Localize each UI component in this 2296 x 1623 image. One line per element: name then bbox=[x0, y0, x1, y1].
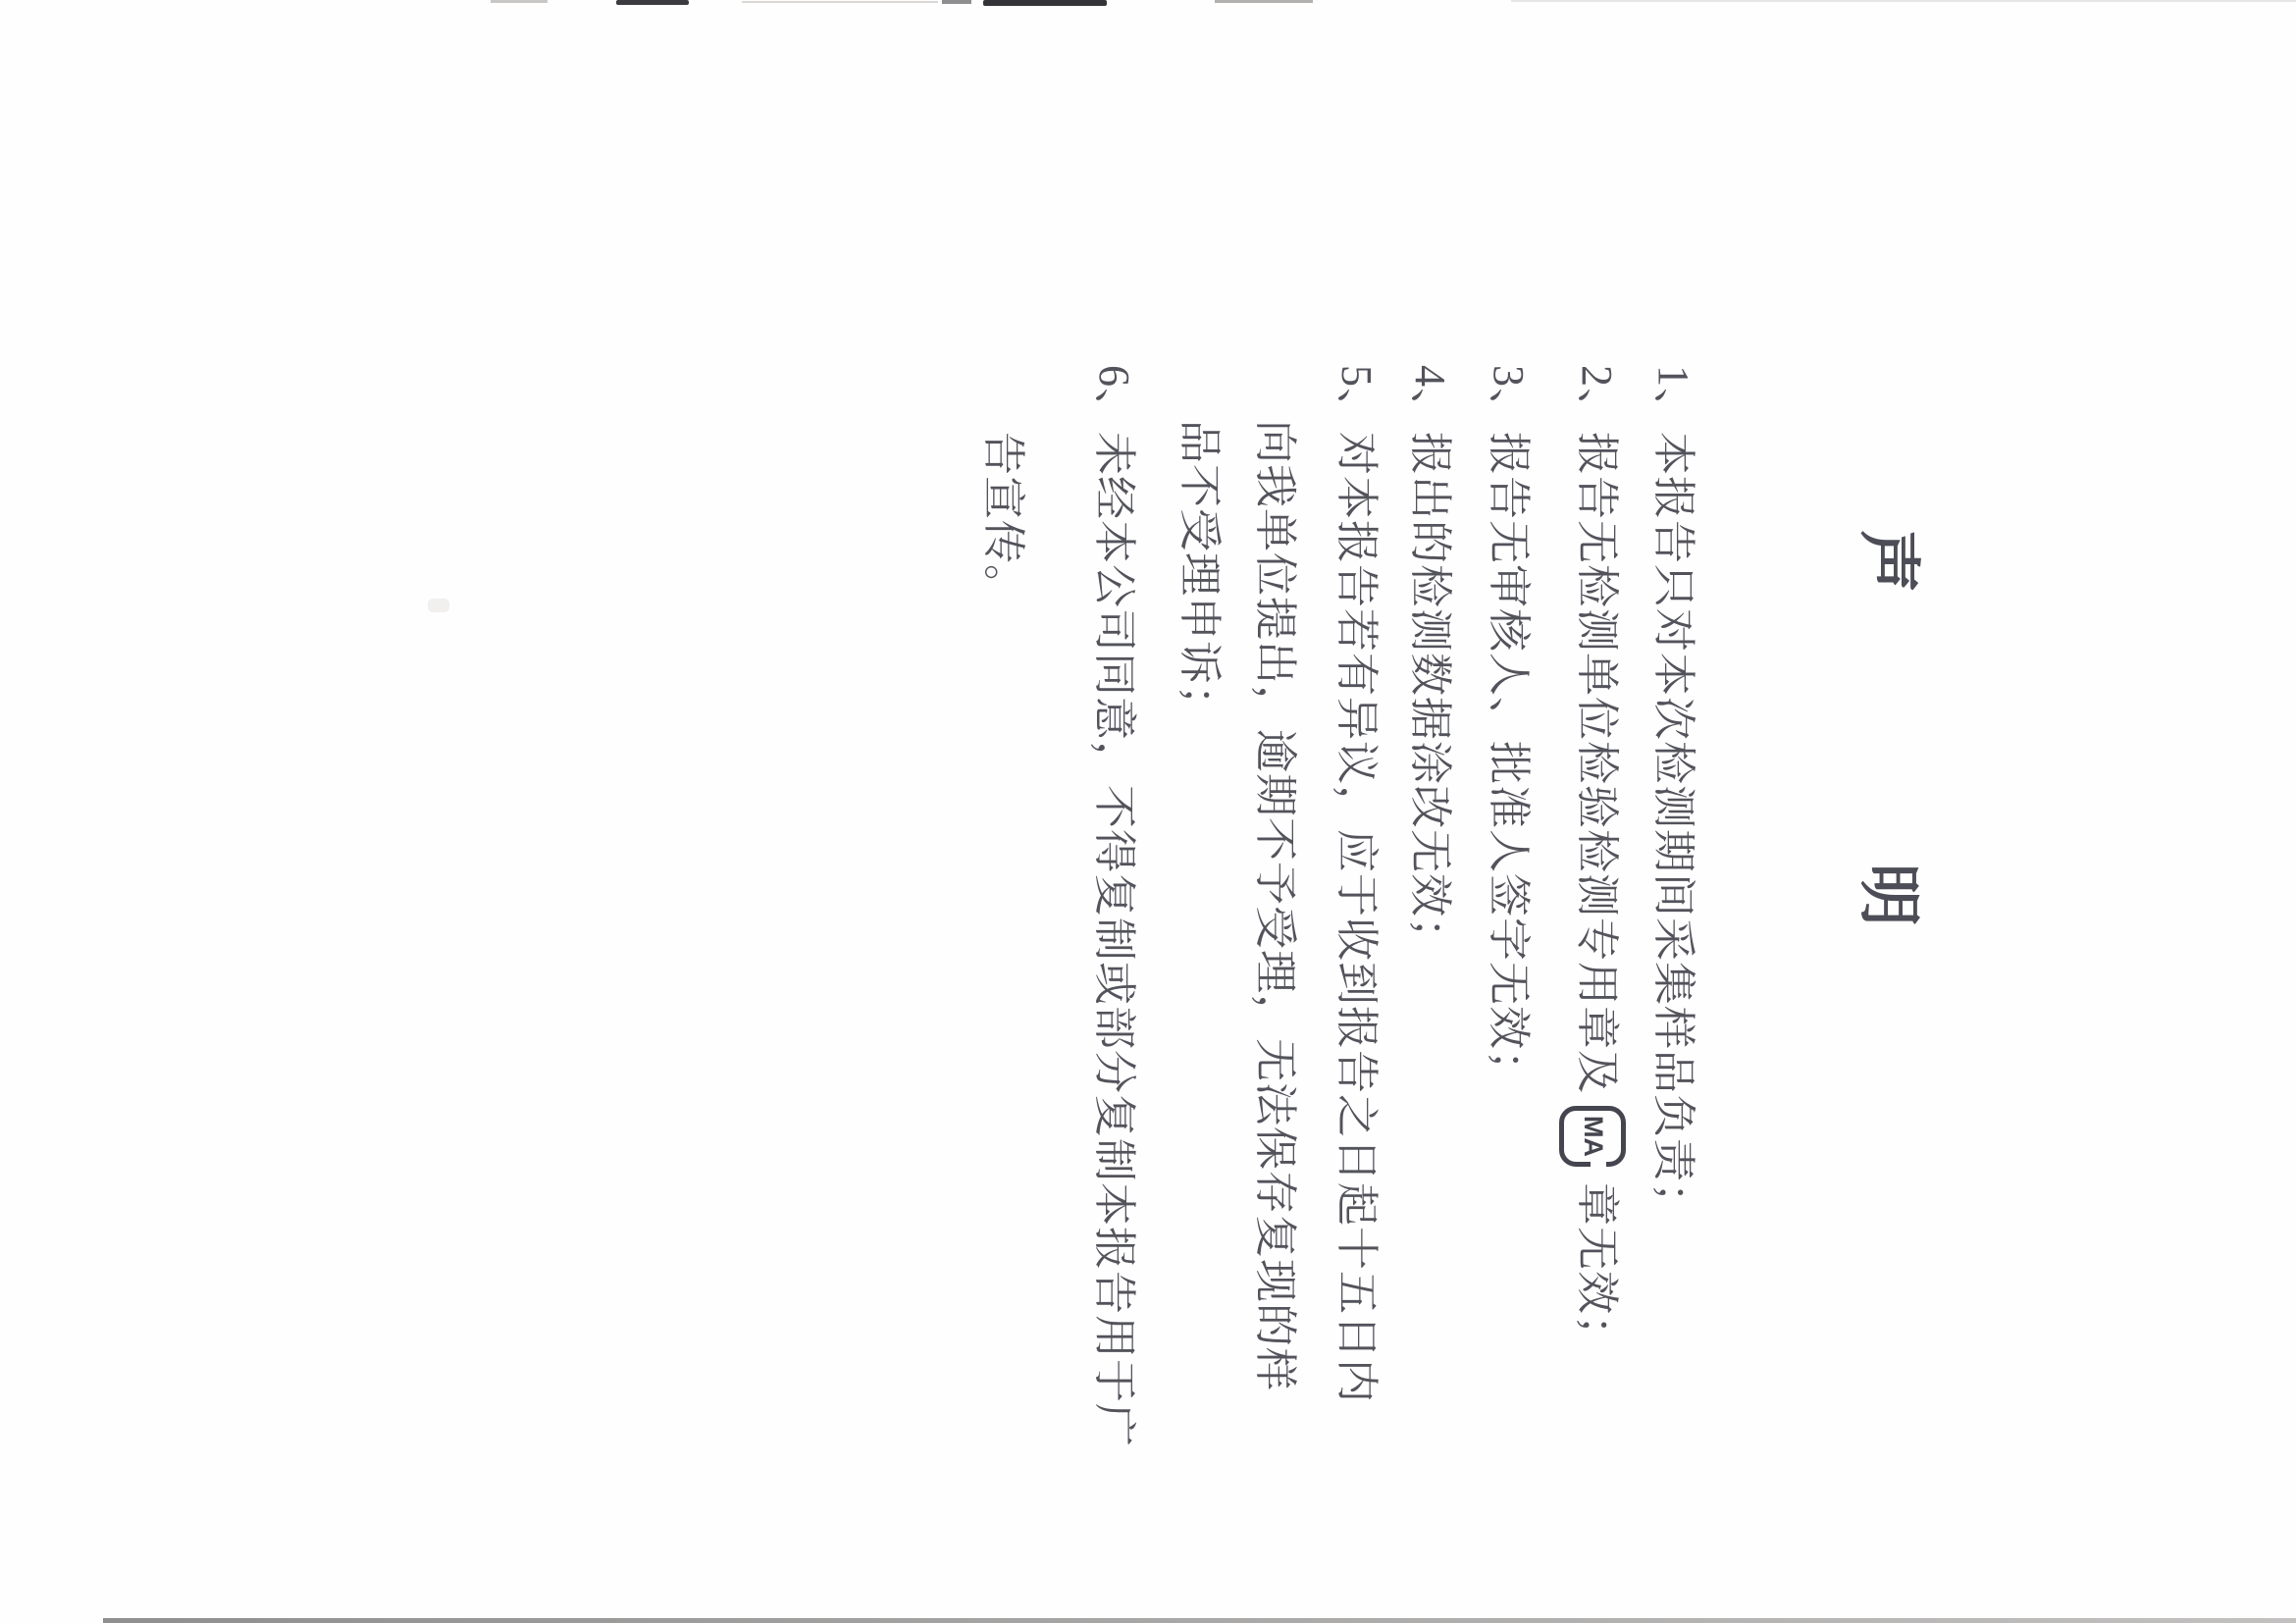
statement-line-5-wrap-2: 品不受理申诉； bbox=[1175, 420, 1224, 729]
statement-line-2 bbox=[1559, 365, 1633, 1359]
statement-line-5: 5、对本报告若有异议，应于收到报告之日起十五日内 bbox=[1332, 365, 1381, 1403]
cma-stamp-icon bbox=[1559, 1106, 1626, 1167]
statement-line-1: 1、本报告只对本次检测期间采集样品负责； bbox=[1649, 365, 1697, 1227]
statement-line-6: 6、未经本公司同意，不得复制或部分复制本报告用于广 bbox=[1090, 365, 1138, 1447]
statement-line-2-text-after: 章无效； bbox=[1573, 1182, 1621, 1359]
statement-line-6-wrap-1: 告宣传。 bbox=[979, 432, 1027, 608]
cma-stamp-label: MA bbox=[1578, 1116, 1608, 1157]
statement-line-5-wrap-1: 向我单位提出，逾期不予受理，无法保存复现的样 bbox=[1251, 420, 1299, 1391]
statement-line-2-text-before: 2、报告无检测单位检验检测专用章及 bbox=[1573, 365, 1621, 1094]
title-char-sheng: 声 bbox=[1853, 530, 1923, 593]
title-char-ming: 明 bbox=[1853, 864, 1923, 926]
page-title bbox=[1849, 530, 1939, 926]
statement-line-4: 4、报出的检测数据涂改无效； bbox=[1406, 365, 1454, 962]
statement-line-3: 3、报告无审核人、批准人签字无效； bbox=[1485, 365, 1533, 1094]
